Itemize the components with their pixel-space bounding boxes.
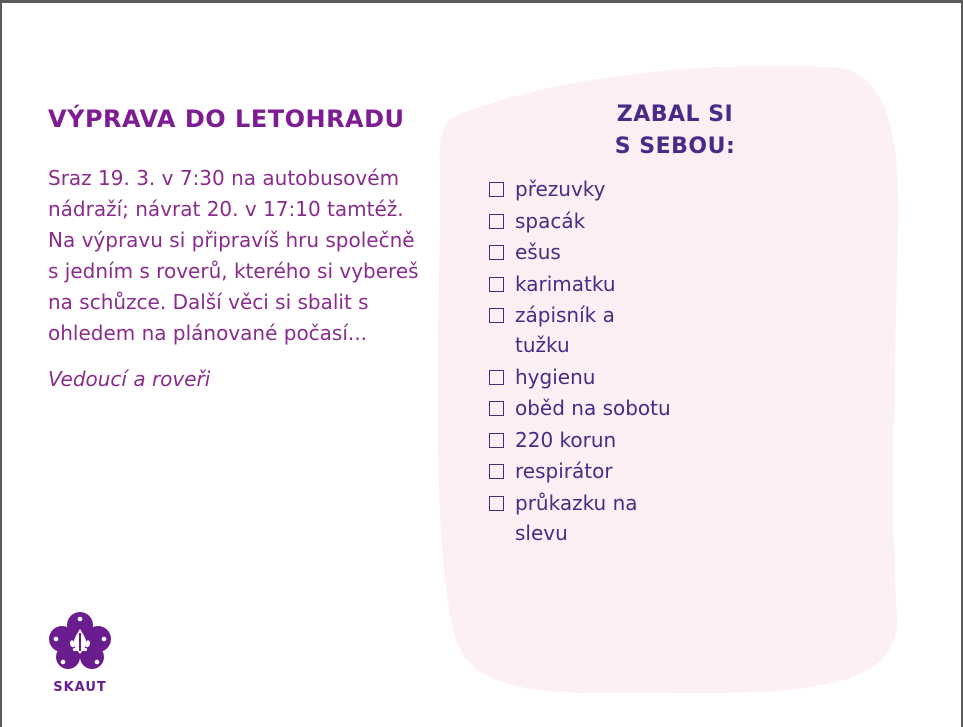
checkbox-icon[interactable] xyxy=(489,245,504,260)
checklist-item-label: hygienu xyxy=(515,364,596,389)
checklist-item[interactable] xyxy=(489,425,709,455)
trip-title: VÝPRAVA DO LETOHRADU xyxy=(48,105,405,133)
checklist-item-label: ešus xyxy=(515,240,561,264)
checklist-item[interactable] xyxy=(489,237,709,267)
checklist-item-label: zápisník a tužku xyxy=(515,303,615,357)
trip-description: Sraz 19. 3. v 7:30 na autobusovém nádraží; návrat 20. v 17:10 tamtéž. Na výpravu si připravíš hru společně s jedním s roverů, kterého si vybereš na schůzce. Další věci si sbalit s ohledem na plánované počasí... xyxy=(48,166,419,345)
checkbox-icon[interactable] xyxy=(489,214,504,229)
checklist-item[interactable] xyxy=(489,488,664,548)
checklist-item-label: 220 korun xyxy=(515,427,617,452)
packing-checklist xyxy=(489,174,709,549)
packing-heading xyxy=(582,99,768,163)
packing-heading-line-1: ZABAL SI xyxy=(616,102,734,127)
checklist-item-label: respirátor xyxy=(515,459,613,483)
skaut-logo xyxy=(46,609,114,701)
checklist-item-label: karimatku xyxy=(515,271,616,296)
checkbox-icon[interactable] xyxy=(489,182,504,197)
checkbox-icon[interactable] xyxy=(489,496,504,511)
checklist-item[interactable] xyxy=(489,300,639,360)
checkbox-icon[interactable] xyxy=(489,433,504,448)
checklist-item[interactable] xyxy=(489,393,709,423)
packing-heading-line-2: S SEBOU: xyxy=(614,134,736,159)
checklist-item[interactable] xyxy=(489,362,709,392)
checklist-item-label: přezuvky xyxy=(515,177,606,201)
checklist-item[interactable] xyxy=(489,269,709,299)
checklist-item-label: oběd na sobotu xyxy=(515,396,671,420)
checklist-item[interactable] xyxy=(489,206,709,236)
checklist-item[interactable] xyxy=(489,174,709,204)
scout-lily-emblem-icon xyxy=(46,609,114,677)
logo-text: SKAUT xyxy=(53,680,107,695)
checklist-item-label: průkazku na slevu xyxy=(515,490,638,545)
trip-signature: Vedoucí a roveři xyxy=(48,367,211,391)
checkbox-icon[interactable] xyxy=(489,401,504,416)
checklist-item-label: spacák xyxy=(515,208,586,233)
checkbox-icon[interactable] xyxy=(489,308,504,323)
checkbox-icon[interactable] xyxy=(489,277,504,292)
checkbox-icon[interactable] xyxy=(489,464,504,479)
checkbox-icon[interactable] xyxy=(489,370,504,385)
checklist-item[interactable] xyxy=(489,456,709,486)
